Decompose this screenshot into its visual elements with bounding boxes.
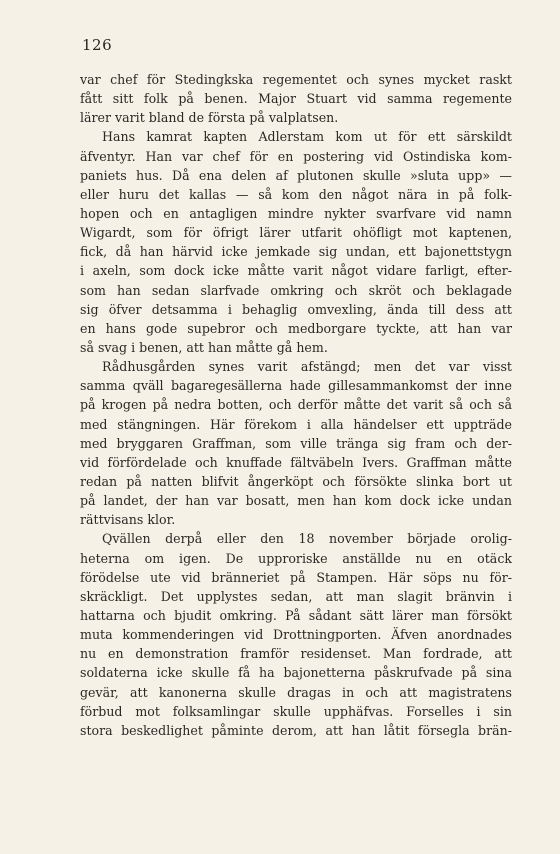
text-line: eller huru det kallas — så kom den något nära in på folk-	[80, 186, 512, 202]
text-line: förödelse ute vid bränneriet på Stampen. Här söps nu för-	[80, 569, 512, 585]
text-line: Rådhusgården synes varit afstängd; men det var visst	[102, 359, 512, 375]
text-line: vid förfördelade och knuffade fältväbeln Ivers. Graffman måtte	[80, 454, 512, 470]
text-line: nu en demonstration framför residenset. Man fordrade, att	[80, 646, 512, 662]
text-line: med stängningen. Här förekom i alla händelser ett uppträde	[80, 416, 512, 432]
text-line: med bryggaren Graffman, som ville tränga sig fram och der-	[80, 435, 512, 451]
text-line: skräckligt. Det upplystes sedan, att man slagit bränvin i	[80, 588, 512, 604]
text-line: lärer varit bland de första på valplatsen.	[80, 110, 339, 126]
text-line: i axeln, som dock icke måtte varit något vidare farligt, efter-	[80, 263, 512, 279]
text-line: fick, då han härvid icke jemkade sig undan, ett bajonettstygn	[80, 244, 512, 260]
text-line: gevär, att kanonerna skulle dragas in och att magistratens	[80, 684, 512, 700]
text-line: stora beskedlighet påminte derom, att han låtit försegla brän-	[80, 722, 512, 738]
text-line: paniets hus. Då ena delen af plutonen skulle »sluta upp» —	[80, 167, 512, 183]
text-line: heterna om igen. De upproriske anställde nu en otäck	[80, 550, 512, 566]
text-line: samma qväll bagaregesällerna hade gillesammankomst der inne	[80, 378, 512, 394]
text-line: på landet, der han var bosatt, men han kom dock icke undan	[80, 493, 512, 509]
text-line: på krogen på nedra botten, och derför måtte det varit så och så	[80, 397, 512, 413]
text-line: hattarna och bjudit omkring. På sådant sätt lärer man försökt	[80, 607, 512, 623]
text-line: Wigardt, som för öfrigt lärer utfarit ohöfligt mot kaptenen,	[80, 225, 512, 241]
text-line: hopen och en antagligen mindre nykter svarfvare vid namn	[80, 205, 512, 221]
body-text	[80, 70, 512, 740]
text-line: en hans gode supebror och medborgare tyckte, att han var	[80, 320, 512, 336]
page-number: 126	[82, 36, 113, 54]
text-line: äfventyr. Han var chef för en postering vid Ostindiska kom-	[80, 148, 512, 164]
text-line: muta kommenderingen vid Drottningporten. Äfven anordnades	[80, 627, 512, 643]
text-line: var chef för Stedingkska regementet och synes mycket raskt	[80, 72, 512, 87]
text-line: sig öfver detsamma i behaglig omvexling, ända till dess att	[80, 301, 512, 317]
text-line: redan på natten blifvit ångerköpt och försökte slinka bort ut	[80, 473, 512, 489]
text-line: rättvisans klor.	[80, 512, 176, 528]
text-line: Hans kamrat kapten Adlerstam kom ut för ett särskildt	[102, 129, 512, 145]
text-line: som han sedan slarfvade omkring och skröt och beklagade	[80, 282, 512, 298]
text-line: Qvällen derpå eller den 18 november började orolig-	[102, 531, 512, 547]
text-line: förbud mot folksamlingar skulle upphäfvas. Forselles i sin	[80, 703, 512, 719]
text-line: soldaterna icke skulle få ha bajonetterna påskrufvade på sina	[80, 665, 512, 681]
text-line: så svag i benen, att han måtte gå hem.	[80, 339, 328, 355]
text-line: fått sitt folk på benen. Major Stuart vid samma regemente	[80, 91, 512, 107]
